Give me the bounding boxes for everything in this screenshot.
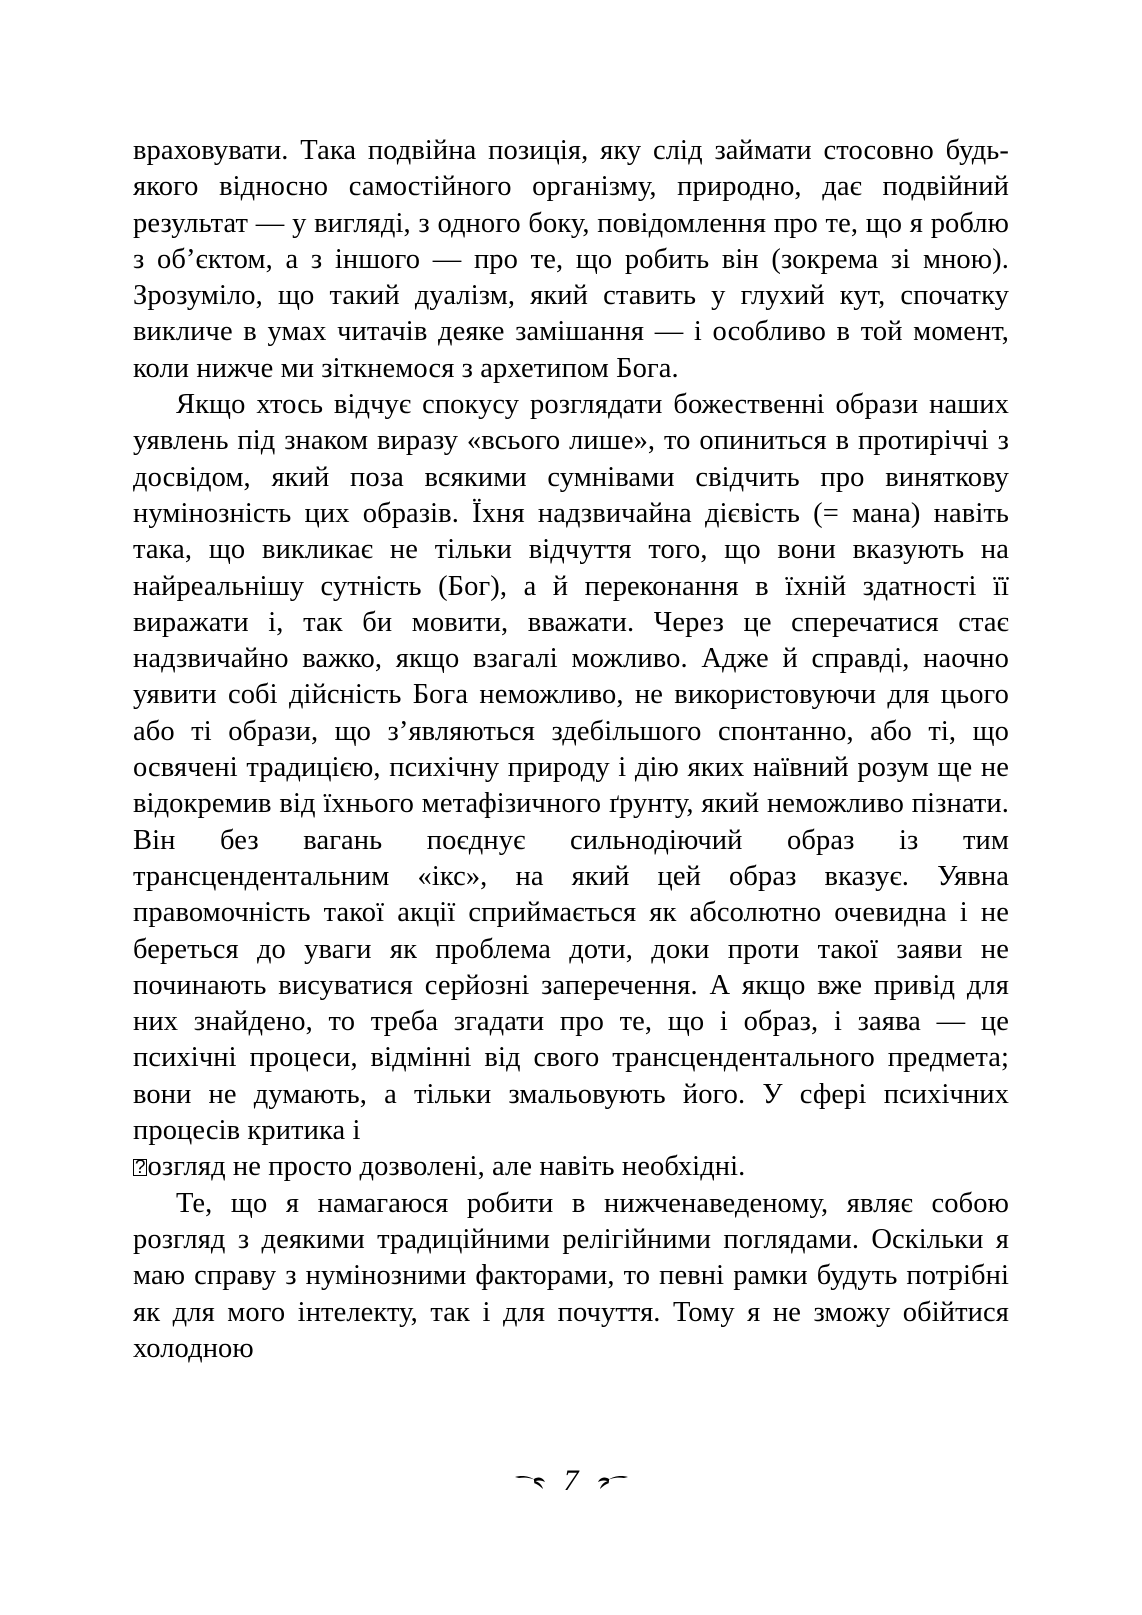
paragraph-1: враховувати. Така подвійна позиція, яку слід займати стосовно будь-якого відносно самостійного організму, природно, дає подвійний результат — у вигляді, з одного боку, повідомлення про те, що я роблю з об’єктом, а з іншого — про те, що робить він (зокрема зі мною). Зрозуміло, що такий дуалізм, який ставить у глухий кут, спочатку викличе в умах читачів деяке замішання — і особливо в той момент, коли нижче ми зіткнемося з архетипом Бога. xyxy=(133,135,1009,384)
missing-glyph-box-icon: ? xyxy=(134,1159,146,1176)
paragraph-2-final-line-text: озгляд не просто дозволені, але навіть необхідні. xyxy=(147,1151,746,1183)
leaf-vine-left-icon xyxy=(514,1470,548,1492)
page-footer xyxy=(0,1466,1142,1497)
page-text-block xyxy=(133,133,1009,1367)
paragraph-2: Якщо хтось відчує спокусу розглядати божественні образи наших уявлень під знаком виразу «всього лише», то опиниться в протиріччі з досвідом, який поза всякими сумнівами свідчить про виняткову нумінозність цих образів. Їхня надзвичайна дієвість (= мана) навіть така, що викликає не тільки відчуття того, що вони вказують на найреальнішу сутність (Бог), а й переконання в їхній здатності її виражати і, так би мовити, вважати. Через це сперечатися стає надзвичайно важко, якщо взагалі можливо. Адже й справді, наочно уявити собі дійсність Бога неможливо, не використовуючи для цього або ті образи, що з’являються здебільшого спонтанно, або ті, що освячені традицією, психічну природу і дію яких наївний розум ще не відокремив від їхнього метафізичного ґрунту, який неможливо пізнати. Він без вагань поєднує сильнодіючий образ із тим трансцендентальним «ікс», на який цей образ вказує. Уявна правомочність такої акції сприймається як абсолютно очевидна і не береться до уваги як проблема доти, доки проти такої заяви не починають висуватися серйозні заперечення. А якщо вже привід для них знайдено, то треба згадати про те, що і образ, і заява — це психічні процеси, відмінні від свого трансцендентального предмета; вони не думають, а тільки змальовують його. У сфері психічних процесів критика і xyxy=(133,389,1009,1147)
paragraph-3: Те, що я намагаюся робити в нижченаведеному, являє собою розгляд з деякими традиційними релігійними поглядами. Оскільки я маю справу з нумінозними факторами, то певні рамки будуть потрібні як для мого інтелекту, так і для почуття. Тому я не зможу обійтися холодною xyxy=(133,1187,1009,1364)
paragraph-2-final-line xyxy=(133,1149,1009,1185)
page-number: 7 xyxy=(563,1464,579,1497)
folio xyxy=(514,1466,629,1496)
leaf-vine-right-icon xyxy=(595,1470,629,1492)
